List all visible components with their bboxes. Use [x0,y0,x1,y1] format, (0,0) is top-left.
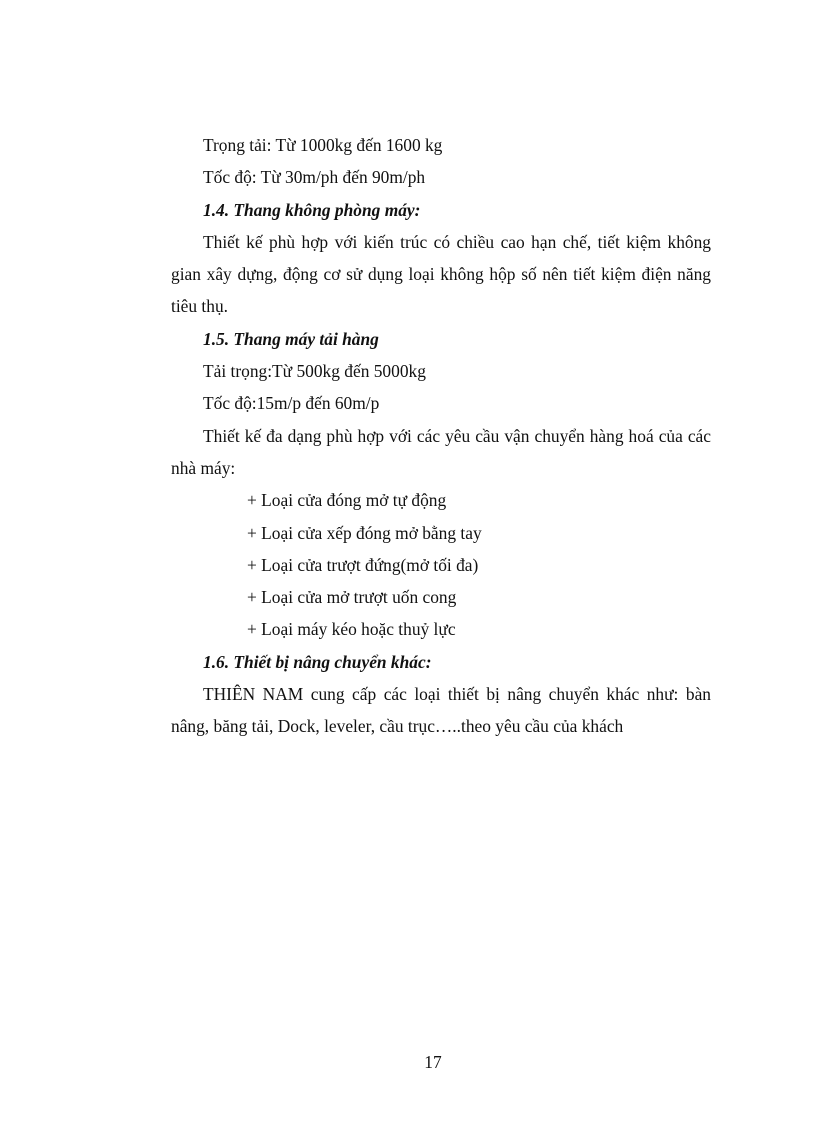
section-1-4-paragraph: Thiết kế phù hợp với kiến trúc có chiều cao hạn chế, tiết kiệm không gian xây dựng, động cơ sử dụng loại không hộp số nên tiết kiệm điện năng tiêu thụ. [171,231,711,317]
list-item: + Loại cửa xếp đóng mở bằng tay [247,522,482,543]
section-heading-1-4: 1.4. Thang không phòng máy: [203,199,421,220]
load-capacity-line: Trọng tải: Từ 1000kg đến 1600 kg [203,135,443,155]
speed-line: Tốc độ: Từ 30m/ph đến 90m/ph [203,167,426,188]
list-item: + Loại cửa mở trượt uốn cong [247,587,457,608]
freight-speed-line: Tốc độ:15m/p đến 60m/p [203,393,380,414]
list-item: + Loại máy kéo hoặc thuỷ lực [247,619,456,640]
section-heading-1-5: 1.5. Thang máy tải hàng [203,328,379,349]
section-1-6-paragraph: THIÊN NAM cung cấp các loại thiết bị nâng chuyển khác như: bàn nâng, băng tải, Dock, leveler, cầu trục…..theo yêu cầu của khách [171,684,711,737]
section-1-5-paragraph: Thiết kế đa dạng phù hợp với các yêu cầu vận chuyển hàng hoá của các nhà máy: [171,425,711,478]
page-number: 17 [424,1052,442,1072]
section-heading-1-6: 1.6. Thiết bị nâng chuyển khác: [203,651,432,672]
list-item: + Loại cửa trượt đứng(mở tối đa) [247,554,479,575]
freight-options-list [171,484,711,645]
list-item: + Loại cửa đóng mở tự động [247,490,447,511]
page-content [171,129,711,743]
freight-load-line: Tải trọng:Từ 500kg đến 5000kg [203,361,426,382]
